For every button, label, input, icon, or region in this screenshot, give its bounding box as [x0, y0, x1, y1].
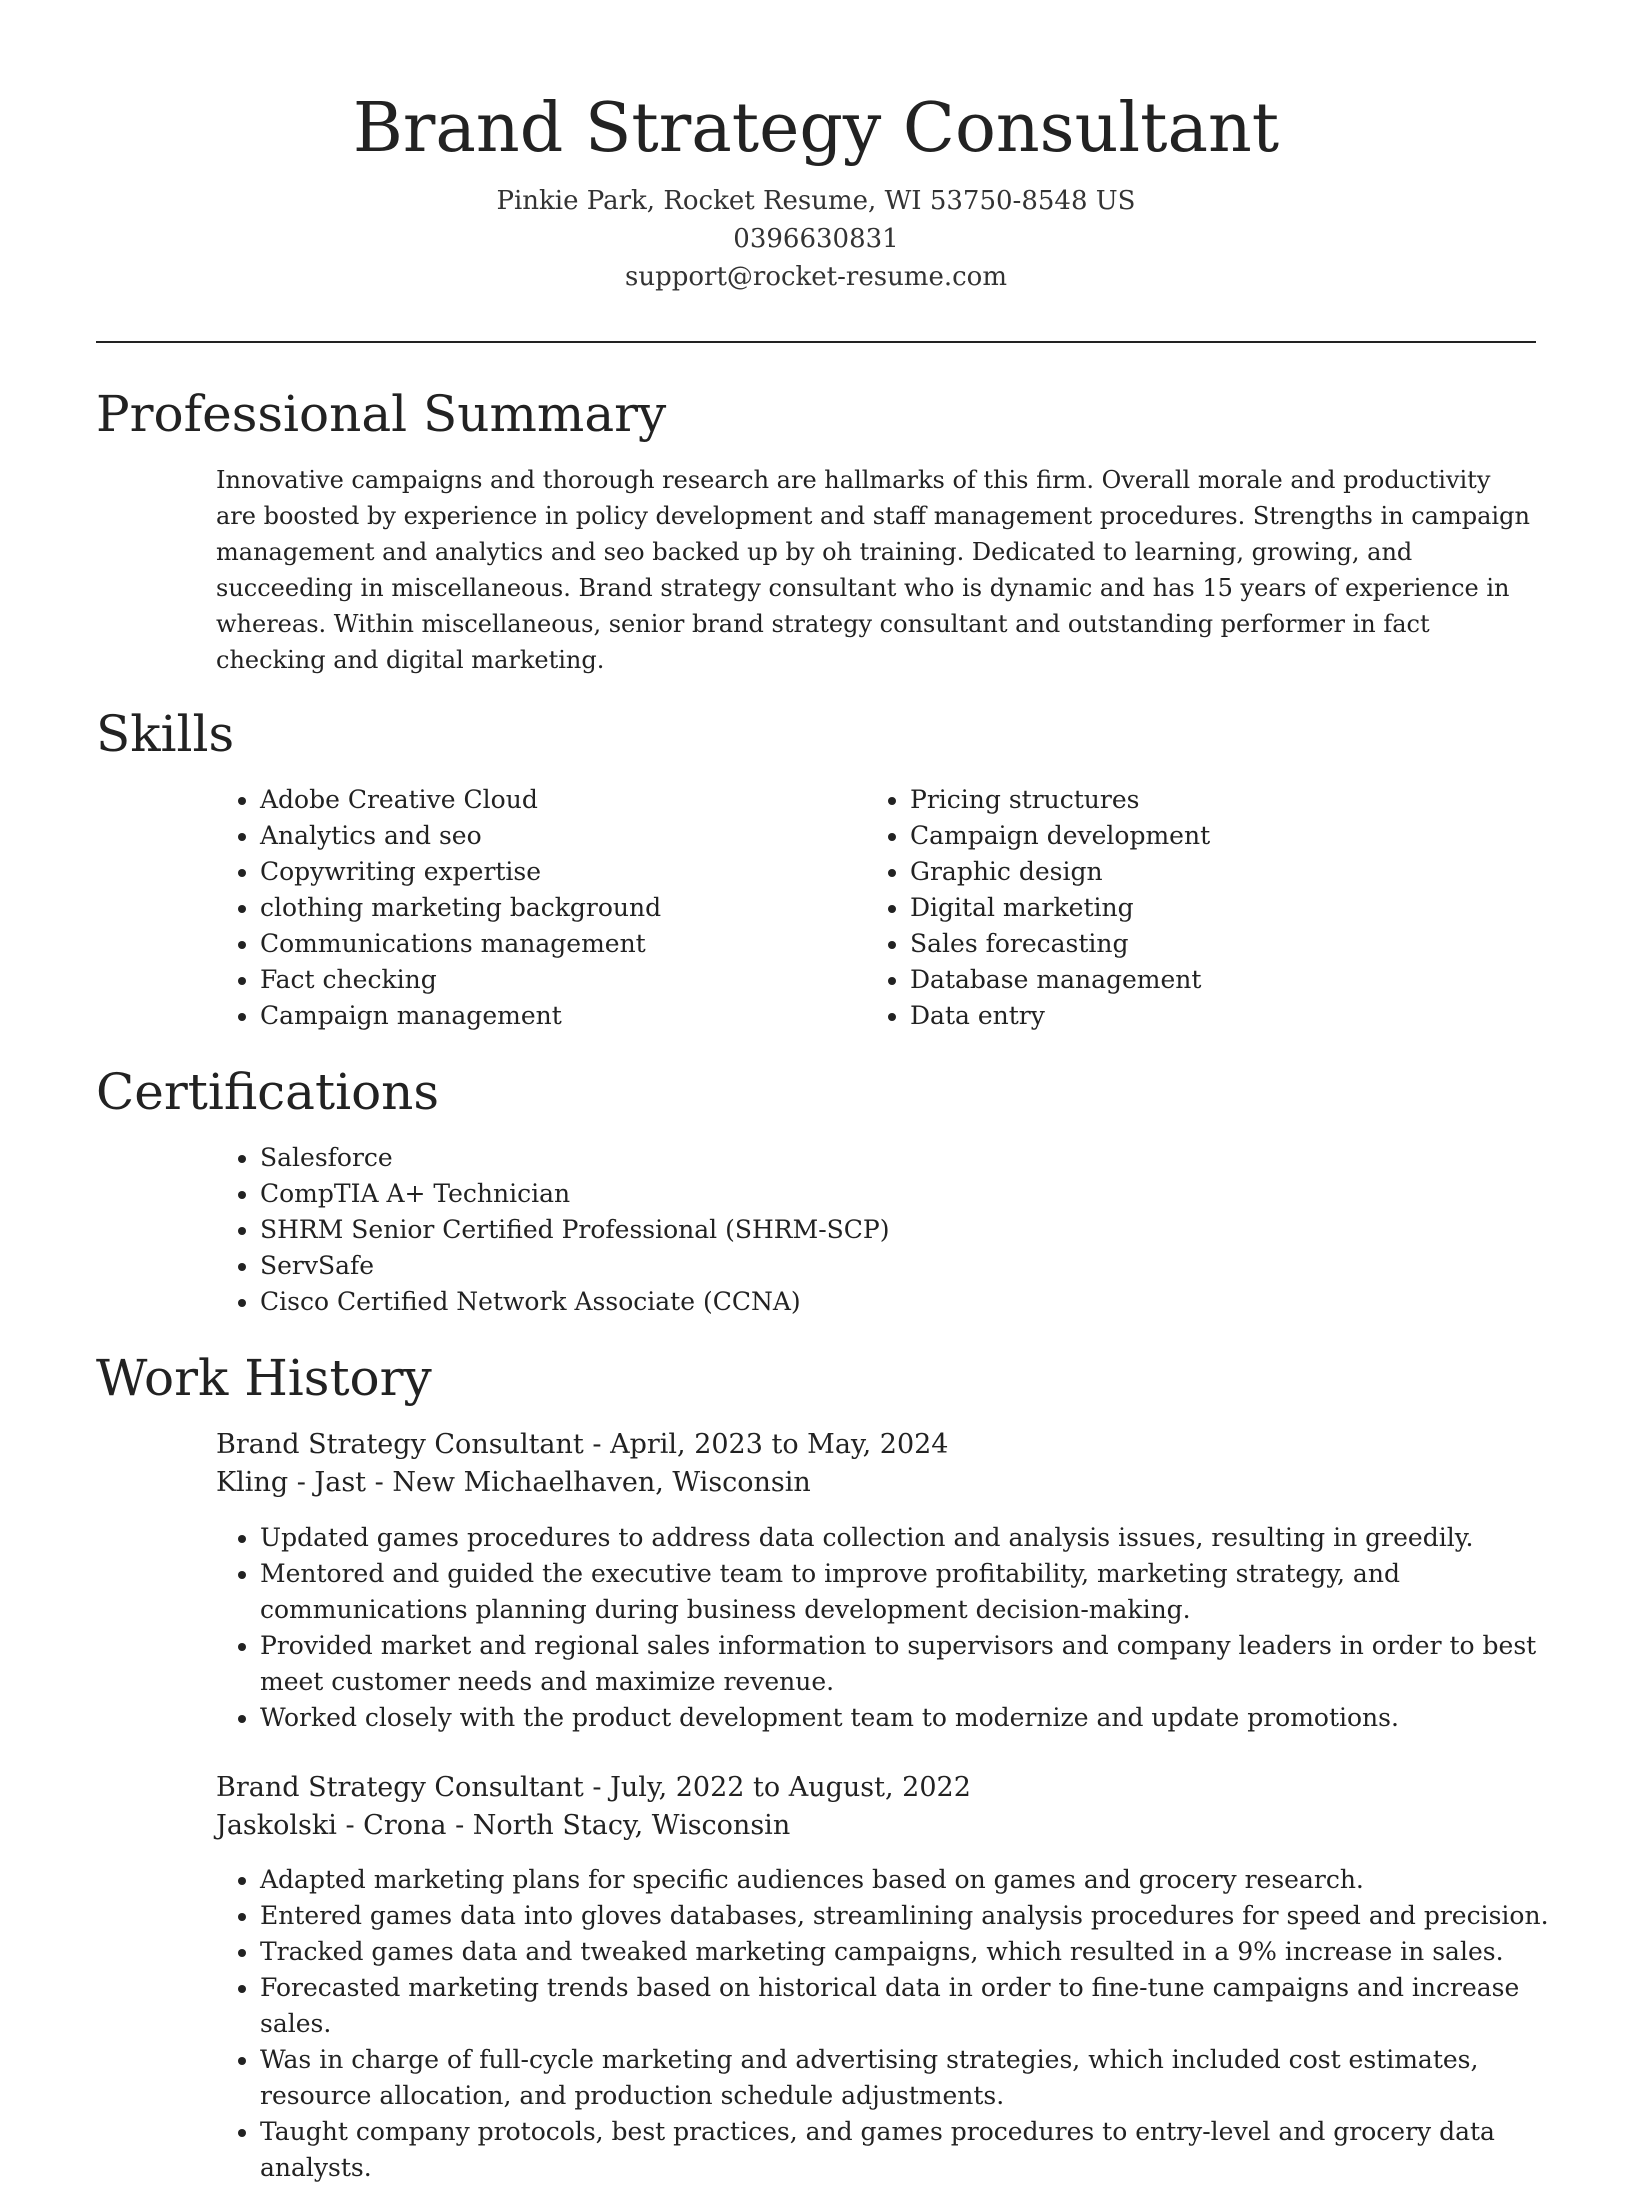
job-1-org-separator: - — [366, 1467, 393, 1498]
job-2-role: Brand Strategy Consultant — [216, 1772, 584, 1803]
job-bullet-item: • Adapted marketing plans for specific audiences based on games and grocery research. — [260, 1862, 1580, 1898]
job-2-company: Jaskolski - Crona — [216, 1810, 447, 1841]
skills-list-left — [216, 782, 860, 1034]
skill-item: • Graphic design — [910, 854, 1550, 890]
skill-item: • Pricing structures — [910, 782, 1550, 818]
summary-text: Innovative campaigns and thorough research are hallmarks of this firm. Overall morale and productivity are boosted by experience in policy development and staff management procedures. Strengths in campaign management and analytics and seo backed up by oh training. Dedicated to learning, growing, and succeeding in miscellaneous. Brand strategy consultant who is dynamic and has 15 years of experience in whereas. Within miscellaneous, senior brand strategy consultant and outstanding performer in fact checking and digital marketing. — [216, 466, 1530, 674]
certification-item: • Salesforce — [260, 1140, 1560, 1176]
job-bullet-item: • Mentored and guided the executive team to improve profitability, marketing strategy, and communications planning during business development decision-making. — [260, 1556, 1580, 1628]
job-2-dates: July, 2022 to August, 2022 — [610, 1772, 971, 1803]
job-2-separator: - — [583, 1772, 611, 1803]
skill-item: • Database management — [910, 962, 1550, 998]
skill-item: • Adobe Creative Cloud — [260, 782, 860, 818]
skill-item: • Analytics and seo — [260, 818, 860, 854]
job-2-bullets — [216, 1862, 1580, 2186]
certification-item: • SHRM Senior Certified Professional (SHRM-SCP) — [260, 1212, 1560, 1248]
job-1-dates: April, 2023 to May, 2024 — [610, 1429, 949, 1460]
job-bullet-item: • Was in charge of full-cycle marketing and advertising strategies, which included cost estimates, resource allocation, and production schedule adjustments. — [260, 2042, 1580, 2114]
header-divider — [96, 341, 1536, 343]
skills-list-right — [866, 782, 1550, 1034]
section-title-skills: Skills — [96, 705, 235, 763]
job-bullet-item: • Tracked games data and tweaked marketing campaigns, which resulted in a 9% increase in sales. — [260, 1934, 1580, 1970]
skill-item: • Copywriting expertise — [260, 854, 860, 890]
job-bullet-item: • Provided market and regional sales information to supervisors and company leaders in order to best meet customer needs and maximize revenue. — [260, 1628, 1580, 1700]
skill-item: • Digital marketing — [910, 890, 1550, 926]
section-title-work-history: Work History — [96, 1349, 432, 1407]
skill-item: • clothing marketing background — [260, 890, 860, 926]
job-1-role: Brand Strategy Consultant — [216, 1429, 584, 1460]
job-bullet-item: • Taught company protocols, best practices, and games procedures to entry-level and grocery data analysts. — [260, 2114, 1580, 2186]
candidate-title: Brand Strategy Consultant — [352, 89, 1280, 168]
contact-phone: 0396630831 — [733, 224, 899, 254]
job-1-separator: - — [583, 1429, 611, 1460]
section-title-summary: Professional Summary — [96, 385, 667, 443]
contact-address: Pinkie Park, Rocket Resume, WI 53750-8548 US — [496, 186, 1136, 216]
contact-block — [0, 182, 1632, 296]
job-1-title-line — [216, 1426, 948, 1464]
skill-item: • Fact checking — [260, 962, 860, 998]
job-bullet-item: • Forecasted marketing trends based on historical data in order to fine-tune campaigns and increase sales. — [260, 1970, 1580, 2042]
job-1-location: New Michaelhaven, Wisconsin — [392, 1467, 811, 1498]
certifications-list — [216, 1140, 1560, 1320]
skill-item: • Sales forecasting — [910, 926, 1550, 962]
job-bullet-item: • Updated games procedures to address data collection and analysis issues, resulting in greedily. — [260, 1520, 1580, 1556]
job-bullet-item: • Entered games data into gloves databases, streamlining analysis procedures for speed and precision. — [260, 1898, 1580, 1934]
job-1-org-line — [216, 1464, 811, 1502]
job-bullet-item: • Worked closely with the product development team to modernize and update promotions. — [260, 1700, 1580, 1736]
contact-email: support@rocket-resume.com — [624, 262, 1007, 292]
job-2-title-line — [216, 1769, 971, 1807]
certification-item: • CompTIA A+ Technician — [260, 1176, 1560, 1212]
job-1-company: Kling - Jast — [216, 1467, 367, 1498]
job-2-location: North Stacy, Wisconsin — [472, 1810, 791, 1841]
skill-item: • Campaign development — [910, 818, 1550, 854]
job-2-org-line — [216, 1807, 790, 1845]
skill-item: • Campaign management — [260, 998, 860, 1034]
job-2-org-separator: - — [446, 1810, 473, 1841]
job-1-bullets — [216, 1520, 1580, 1736]
skill-item: • Data entry — [910, 998, 1550, 1034]
skill-item: • Communications management — [260, 926, 860, 962]
certification-item: • ServSafe — [260, 1248, 1560, 1284]
section-title-certifications: Certifications — [96, 1063, 440, 1121]
certification-item: • Cisco Certified Network Associate (CCNA) — [260, 1284, 1560, 1320]
resume-header — [0, 86, 1632, 296]
